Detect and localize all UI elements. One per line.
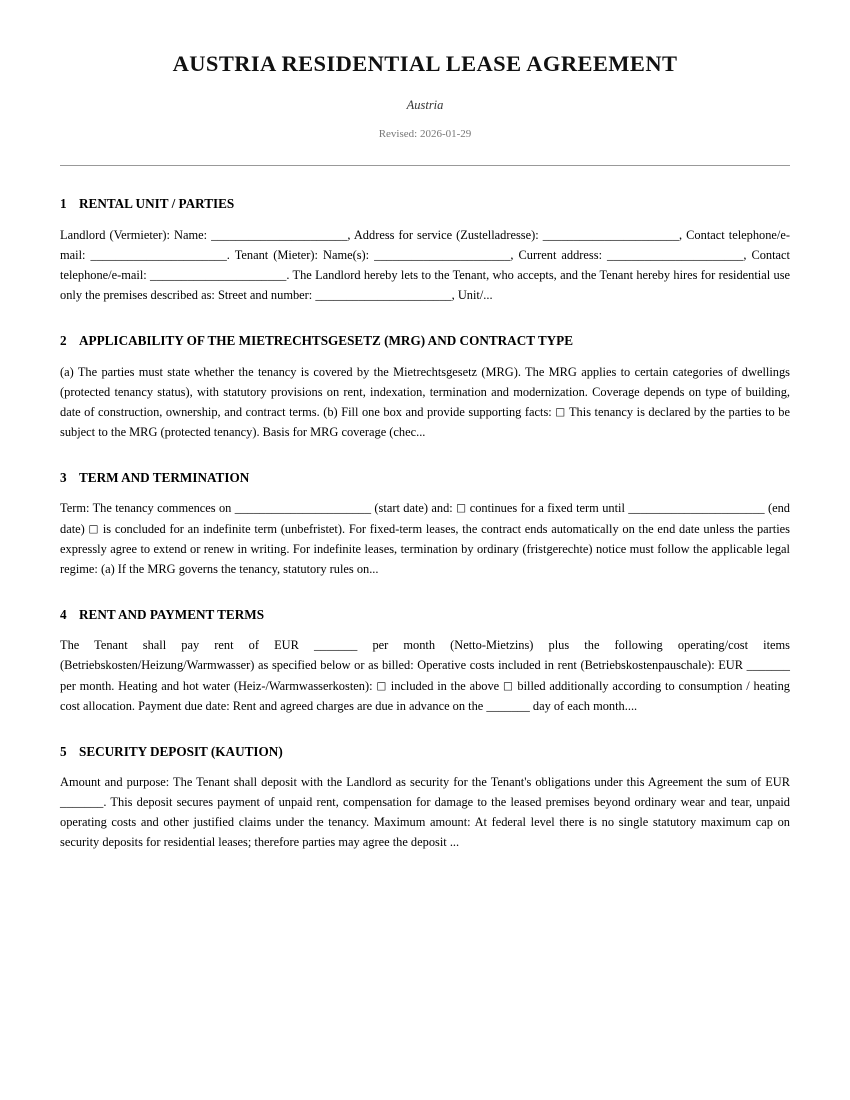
section-heading <box>60 333 790 350</box>
sections-container <box>60 196 790 852</box>
section-heading <box>60 607 790 624</box>
section-body: Term: The tenancy commences on ______________________ (start date) and: □ continues for a fixed term until ______________________ (end date) □ is concluded for an indefinite term (unbefristet). For fixed-term leases, the contract ends automatically on the end date unless the parties expressly agree to extend or renew in writing. For indefinite leases, termination by ordinary (fristgerechte) notice must follow the applicable legal regime: (a) If the MRG governs the tenancy, statutory rules on... <box>60 501 790 576</box>
fill-in-blank[interactable]: _______ <box>313 638 358 653</box>
document-header <box>60 44 790 141</box>
section-title: TERM AND TERMINATION <box>79 469 250 485</box>
section-heading <box>60 196 790 213</box>
header-divider <box>60 165 790 166</box>
fill-in-blank[interactable]: _______ <box>60 795 104 810</box>
fill-in-blank[interactable]: _______ <box>746 658 790 673</box>
section-body: Landlord (Vermieter): Name: ______________________, Address for service (Zustelladresse): ______________________, Contact telephone/e-mail: ______________________. Tenant (Mieter): Name(s): ______________________, Current address: ______________________, Contact telephone/e-mail: ______________________. The Landlord hereby lets to the Tenant, who accepts, and the Tenant hereby hires for residential use only the premises described as: Street and number: ______________________, Unit/... <box>60 227 791 302</box>
fill-in-blank[interactable]: _______ <box>486 698 530 713</box>
fill-in-blank[interactable]: ______________________ <box>150 267 287 282</box>
section-number: 4 <box>60 606 67 622</box>
section <box>60 196 790 305</box>
checkbox-icon[interactable]: □ <box>502 679 514 692</box>
section <box>60 607 790 716</box>
section-title: SECURITY DEPOSIT (KAUTION) <box>79 743 283 759</box>
checkbox-icon[interactable]: □ <box>376 679 387 692</box>
fill-in-blank[interactable]: ______________________ <box>234 501 372 516</box>
section-body: The Tenant shall pay rent of EUR _______ per month (Netto-Mietzins) plus the following operating/cost items (Betriebskosten/Heizung/Warmwasser) as specified below or as billed: Operative costs included in rent (Betriebskostenpauschale): EUR _______ per month. Heating and hot water (Heiz-/Warmwasserkosten): □ included in the above □ billed additionally according to consumption / heating cost allocation. Payment due date: Rent and agreed charges are due in advance on the _______ day of each month.... <box>60 638 790 713</box>
fill-in-blank[interactable]: ______________________ <box>628 501 765 516</box>
fill-in-blank[interactable]: ______________________ <box>607 247 744 262</box>
section-body: (a) The parties must state whether the tenancy is covered by the Mietrechtsgesetz (MRG). The MRG applies to certain categories of dwellings (protected tenancy status), with statutory provisions on rent, indexation, termination and modernization. Coverage depends on type of building, date of construction, ownership, and contract terms. (b) Fill one box and provide supporting facts: □ This tenancy is declared by the parties to be subject to the MRG (protected tenancy). Basis for MRG coverage (chec... <box>60 364 790 439</box>
fill-in-blank[interactable]: ______________________ <box>90 247 227 262</box>
page-title: AUSTRIA RESIDENTIAL LEASE AGREEMENT <box>172 51 678 76</box>
fill-in-blank[interactable]: ______________________ <box>315 287 452 302</box>
document-revised-date: Revised: 2026-01-29 <box>378 128 472 140</box>
fill-in-blank[interactable]: ______________________ <box>211 227 348 242</box>
section-heading <box>60 744 790 761</box>
section <box>60 333 790 442</box>
section <box>60 470 790 579</box>
section-number: 3 <box>60 469 67 485</box>
document-subtitle: Austria <box>406 98 444 112</box>
checkbox-icon[interactable]: □ <box>456 502 467 515</box>
checkbox-icon[interactable]: □ <box>555 405 566 418</box>
section-number: 1 <box>60 196 67 212</box>
section-title: RENT AND PAYMENT TERMS <box>79 606 265 622</box>
section-title: APPLICABILITY OF THE MIETRECHTSGESETZ (MRG) AND CONTRACT TYPE <box>79 333 574 349</box>
section-title: RENTAL UNIT / PARTIES <box>79 196 235 212</box>
section-heading <box>60 470 790 487</box>
section-body: Amount and purpose: The Tenant shall deposit with the Landlord as security for the Tenant's obligations under this Agreement the sum of EUR _______. This deposit secures payment of unpaid rent, compensation for damage to the leased premises beyond ordinary wear and tear, unpaid operating costs and other justified claims under the tenancy. Maximum amount: At federal level there is no single statutory maximum cap on security deposits for residential leases; therefore parties may agree the deposit ... <box>60 775 790 850</box>
fill-in-blank[interactable]: ______________________ <box>374 247 511 262</box>
section-number: 2 <box>60 333 67 349</box>
section-number: 5 <box>60 743 67 759</box>
checkbox-icon[interactable]: □ <box>88 522 100 535</box>
section <box>60 744 790 853</box>
fill-in-blank[interactable]: ______________________ <box>542 227 680 242</box>
